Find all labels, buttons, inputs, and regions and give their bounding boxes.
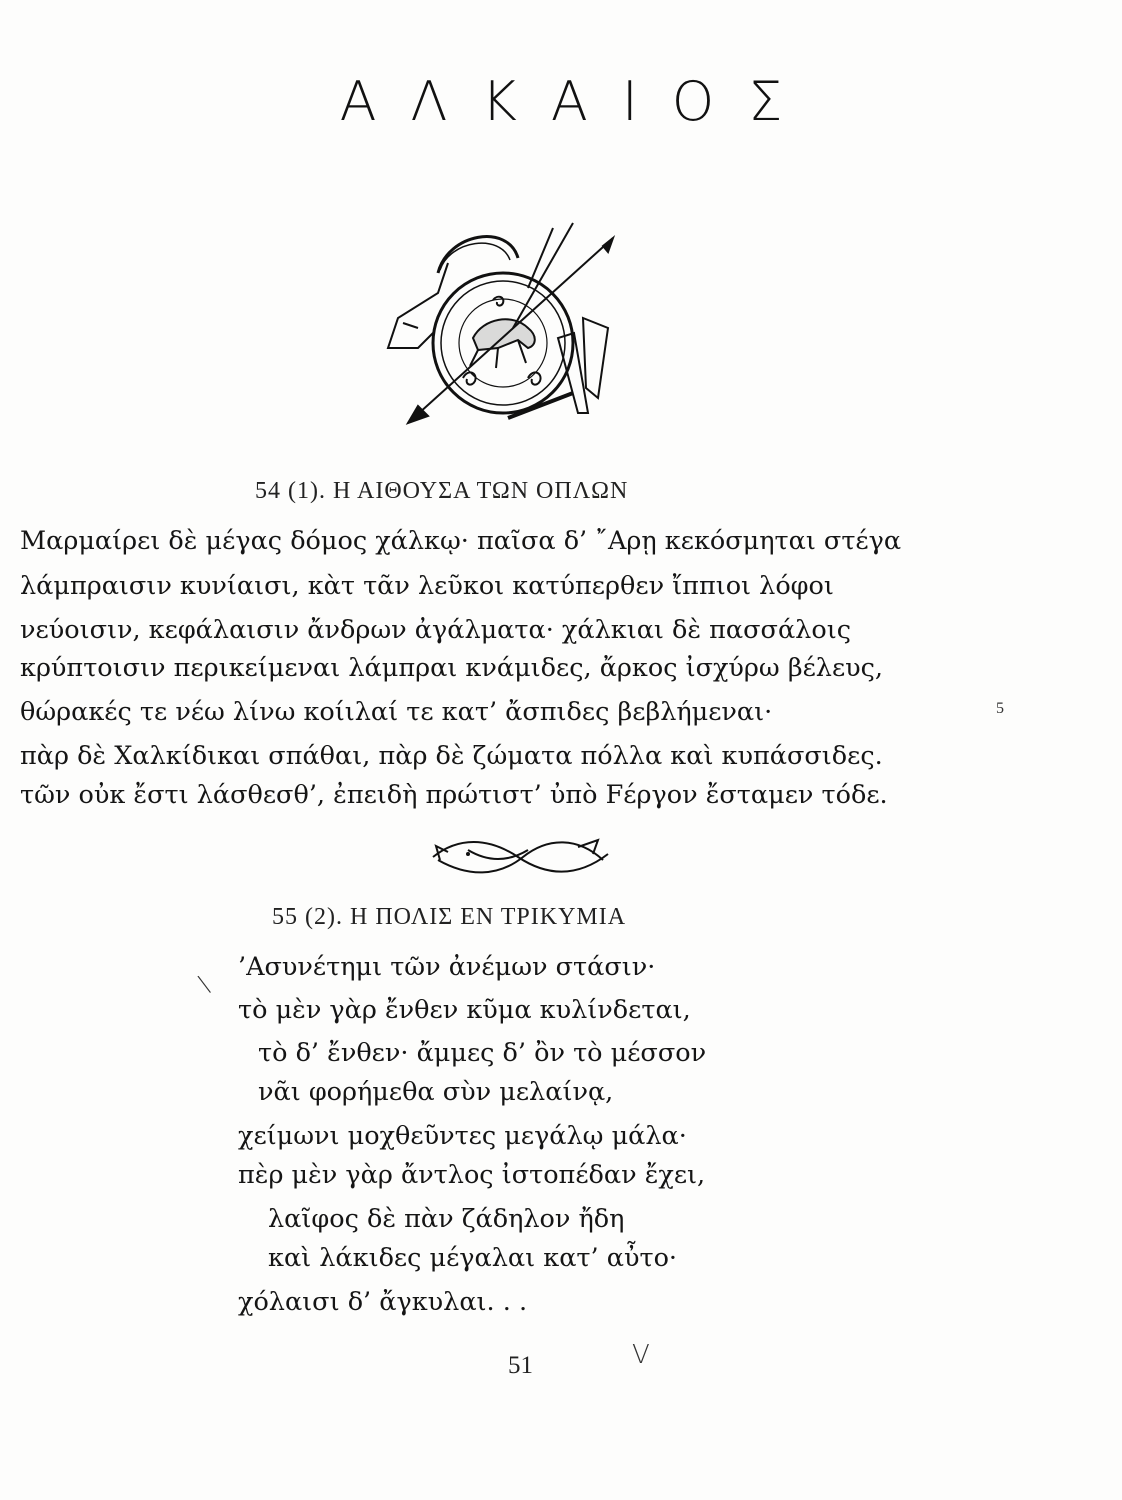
poem-line: τὸ μὲν γὰρ ἔνθεν κῦμα κυλίνδεται, bbox=[238, 995, 691, 1025]
poem-line: κρύπτοισιν περικείμεναι λάμπραι κνάμιδες, ἄρκος ἰσχύρω βέλευς, bbox=[20, 653, 884, 683]
poem-line: νᾶι φορήμεθα σὺν μελαίνᾳ, bbox=[258, 1077, 614, 1107]
poem-line: ’Ασυνέτημι τῶν ἀνέμων στάσιν· bbox=[238, 952, 656, 982]
dolphin-flourish-icon bbox=[428, 832, 614, 882]
poem-line: Μαρμαίρει δὲ μέγας δόμος χάλκῳ· παῖσα δ’ ῎Αρῃ κεκόσμηται στέγα bbox=[20, 526, 902, 556]
poem-line: χόλαισι δ’ ἄγκυλαι. . . bbox=[238, 1287, 528, 1317]
page-number: 51 bbox=[508, 1352, 533, 1379]
shield-helmet-spears-icon bbox=[378, 218, 638, 430]
poem-line: νεύοισιν, κεφάλαισιν ἄνδρων ἀγάλματα· χάλκιαι δὲ πασσάλοις bbox=[20, 615, 851, 645]
margin-mark: V bbox=[632, 1340, 650, 1370]
poem-line: πὰρ δὲ Χαλκίδικαι σπάθαι, πὰρ δὲ ζώματα πόλλα καὶ κυπάσσιδες. bbox=[20, 741, 883, 771]
poem-line: λάμπραισιν κυνίαισι, κὰτ τᾶν λεῦκοι κατύπερθεν ἴππιοι λόφοι bbox=[20, 571, 834, 601]
poem-line: χείμωνι μοχθεῦντες μεγάλῳ μάλα· bbox=[238, 1121, 687, 1151]
poem-line: καὶ λάκιδες μέγαλαι κατ’ αὖτο· bbox=[268, 1243, 678, 1273]
section-heading-armory: 54 (1). Η ΑΙΘΟΥΣΑ ΤΩΝ ΟΠΛΩΝ bbox=[255, 478, 629, 504]
section-heading-storm: 55 (2). Η ΠΟΛΙΣ ΕΝ ΤΡΙΚΥΜΙΑ bbox=[272, 904, 627, 930]
line-number: 5 bbox=[996, 700, 1004, 717]
poem-line: λαῖφος δὲ πὰν ζάδηλον ἤδη bbox=[268, 1204, 625, 1234]
poem-line: πὲρ μὲν γὰρ ἄντλος ἰστοπέδαν ἔχει, bbox=[238, 1160, 706, 1190]
margin-mark: \ bbox=[195, 969, 213, 999]
page-title: ΑΛΚΑΙΟΣ bbox=[339, 70, 817, 133]
poem-line: τὸ δ’ ἔνθεν· ἄμμες δ’ ὂν τὸ μέσσον bbox=[258, 1038, 707, 1068]
poem-line: θώρακές τε νέω λίνω κοίιλαί τε κατ’ ἄσπιδες βεβλήμεναι· bbox=[20, 697, 773, 727]
poem-line: τῶν οὐκ ἔστι λάσθεσθ’, ἐπειδὴ πρώτιστ’ ὐπὸ Fέργον ἔσταμεν τόδε. bbox=[20, 780, 888, 810]
